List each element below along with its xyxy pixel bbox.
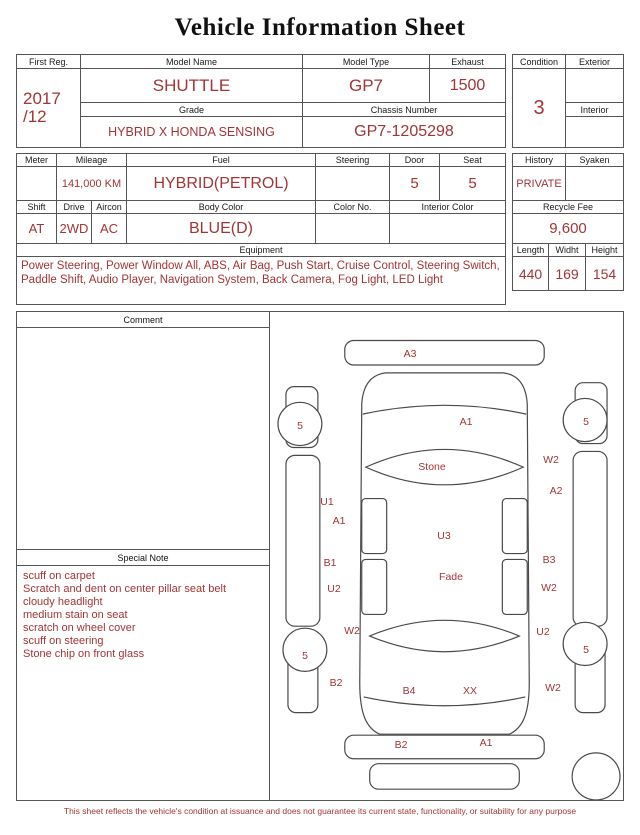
diagram-labels bbox=[270, 312, 623, 800]
diagram-label-u1: U1 bbox=[320, 496, 334, 508]
disclaimer-text: This sheet reflects the vehicle's condition at issuance and does not guarantee its current state, functionality, or suitability for any purpose bbox=[63, 806, 577, 816]
drive-label: Drive bbox=[57, 201, 92, 214]
exterior-label: Exterior bbox=[566, 55, 623, 69]
diagram-label-u2: U2 bbox=[536, 626, 550, 638]
car-damage-diagram bbox=[270, 312, 623, 800]
mileage-label: Mileage bbox=[57, 154, 127, 167]
interior-color-label: Interior Color bbox=[390, 201, 505, 214]
diagram-label-stone: Stone bbox=[418, 461, 446, 473]
body-color-label: Body Color bbox=[127, 201, 316, 214]
diagram-label-5: 5 bbox=[302, 650, 308, 662]
diagram-label-5: 5 bbox=[297, 420, 303, 432]
model-type-label: Model Type bbox=[303, 55, 430, 69]
diagram-label-w2: W2 bbox=[541, 582, 557, 594]
diagram-label-a1: A1 bbox=[332, 515, 346, 527]
length-label: Length bbox=[513, 244, 549, 257]
diagram-label-w2: W2 bbox=[543, 454, 559, 466]
model-name-label: Model Name bbox=[81, 55, 303, 69]
model-name-value: SHUTTLE bbox=[81, 69, 303, 103]
grade-value: HYBRID X HONDA SENSING bbox=[81, 117, 303, 147]
page-title: Vehicle Information Sheet bbox=[174, 14, 466, 41]
history-value: PRIVATE bbox=[513, 167, 566, 201]
condition-table bbox=[512, 54, 624, 148]
diagram-label-b1: B1 bbox=[323, 557, 337, 569]
condition-value: 3 bbox=[513, 69, 566, 147]
mileage-value: 141,000 KM bbox=[57, 167, 127, 201]
special-note-list bbox=[17, 566, 269, 800]
diagram-label-b2: B2 bbox=[329, 677, 343, 689]
interior-value bbox=[566, 117, 623, 147]
diagram-label-xx: XX bbox=[462, 685, 478, 697]
special-note-item: cloudy headlight bbox=[23, 595, 103, 608]
color-no-label: Color No. bbox=[316, 201, 390, 214]
first-reg-month: /12 bbox=[23, 107, 47, 126]
meter-label: Meter bbox=[17, 154, 57, 167]
width-value: 169 bbox=[549, 257, 586, 290]
drive-value: 2WD bbox=[57, 214, 92, 244]
first-reg-year: 2017 bbox=[23, 89, 61, 109]
aircon-value: AC bbox=[92, 214, 127, 244]
special-note-item: medium stain on seat bbox=[23, 608, 128, 621]
special-note-item: scuff on steering bbox=[23, 634, 104, 647]
interior-color-value bbox=[390, 214, 505, 244]
body-color-value: BLUE(D) bbox=[127, 214, 316, 244]
diagram-label-b3: B3 bbox=[542, 554, 556, 566]
diagram-label-w2: W2 bbox=[344, 625, 360, 637]
door-label: Door bbox=[390, 154, 440, 167]
shift-label: Shift bbox=[17, 201, 57, 214]
exhaust-value: 1500 bbox=[430, 69, 505, 103]
door-value: 5 bbox=[390, 167, 440, 201]
diagram-label-5: 5 bbox=[583, 644, 589, 656]
equipment-label: Equipment bbox=[17, 244, 505, 257]
registration-table bbox=[16, 54, 506, 148]
chassis-number-value: GP7-1205298 bbox=[354, 123, 454, 140]
fuel-label: Fuel bbox=[127, 154, 316, 167]
aircon-label: Aircon bbox=[92, 201, 127, 214]
steering-value bbox=[316, 167, 390, 201]
diagram-label-a1: A1 bbox=[479, 737, 493, 749]
diagram-label-u3: U3 bbox=[437, 530, 451, 542]
specs-table bbox=[16, 153, 506, 305]
condition-map-section bbox=[16, 311, 624, 801]
history-dimensions-table bbox=[512, 153, 624, 291]
registration-row bbox=[16, 54, 624, 148]
diagram-label-b2: B2 bbox=[394, 739, 408, 751]
interior-label: Interior bbox=[566, 103, 623, 117]
comment-body bbox=[17, 328, 269, 549]
color-no-value bbox=[316, 214, 390, 244]
diagram-label-u2: U2 bbox=[327, 583, 341, 595]
syaken-value bbox=[566, 167, 623, 201]
model-type-value: GP7 bbox=[303, 69, 430, 103]
diagram-label-w2: W2 bbox=[545, 682, 561, 694]
equipment-value: Power Steering, Power Window All, ABS, Air Bag, Push Start, Cruise Control, Steering Switch, Paddle Shift, Audio Player, Navigation System, Back Camera, Fog Light, LED Light bbox=[21, 260, 500, 287]
condition-label: Condition bbox=[513, 55, 566, 69]
special-note-item: Stone chip on front glass bbox=[23, 647, 145, 660]
exterior-value bbox=[566, 69, 623, 103]
diagram-label-a3: A3 bbox=[403, 348, 417, 360]
seat-label: Seat bbox=[440, 154, 505, 167]
exhaust-label: Exhaust bbox=[430, 55, 505, 69]
history-label: History bbox=[513, 154, 566, 167]
width-label: Widht bbox=[549, 244, 586, 257]
syaken-label: Syaken bbox=[566, 154, 623, 167]
diagram-label-fade: Fade bbox=[439, 571, 463, 583]
special-note-item: scratch on wheel cover bbox=[23, 621, 136, 634]
seat-value: 5 bbox=[440, 167, 505, 201]
length-value: 440 bbox=[513, 257, 549, 290]
meter-value bbox=[17, 167, 57, 201]
grade-label: Grade bbox=[81, 103, 303, 117]
special-note-header: Special Note bbox=[17, 549, 269, 566]
steering-label: Steering bbox=[316, 154, 390, 167]
fuel-value: HYBRID(PETROL) bbox=[127, 167, 316, 201]
special-note-item: scuff on carpet bbox=[23, 570, 95, 582]
height-value: 154 bbox=[592, 265, 617, 282]
diagram-label-a2: A2 bbox=[549, 485, 563, 497]
chassis-number-label: Chassis Number bbox=[303, 103, 505, 117]
height-label: Height bbox=[586, 244, 623, 257]
diagram-label-b4: B4 bbox=[402, 685, 416, 697]
recycle-fee-value: 9,600 bbox=[513, 214, 623, 244]
first-reg-value bbox=[17, 69, 81, 147]
comment-header: Comment bbox=[17, 312, 269, 328]
specs-row bbox=[16, 153, 624, 305]
diagram-label-5: 5 bbox=[583, 416, 589, 428]
first-reg-label: First Reg. bbox=[17, 55, 81, 69]
comment-column bbox=[17, 312, 270, 800]
diagram-label-a1: A1 bbox=[459, 416, 473, 428]
shift-value: AT bbox=[17, 214, 57, 244]
recycle-fee-label: Recycle Fee bbox=[513, 201, 623, 214]
special-note-item: Scratch and dent on center pillar seat belt bbox=[23, 582, 227, 595]
